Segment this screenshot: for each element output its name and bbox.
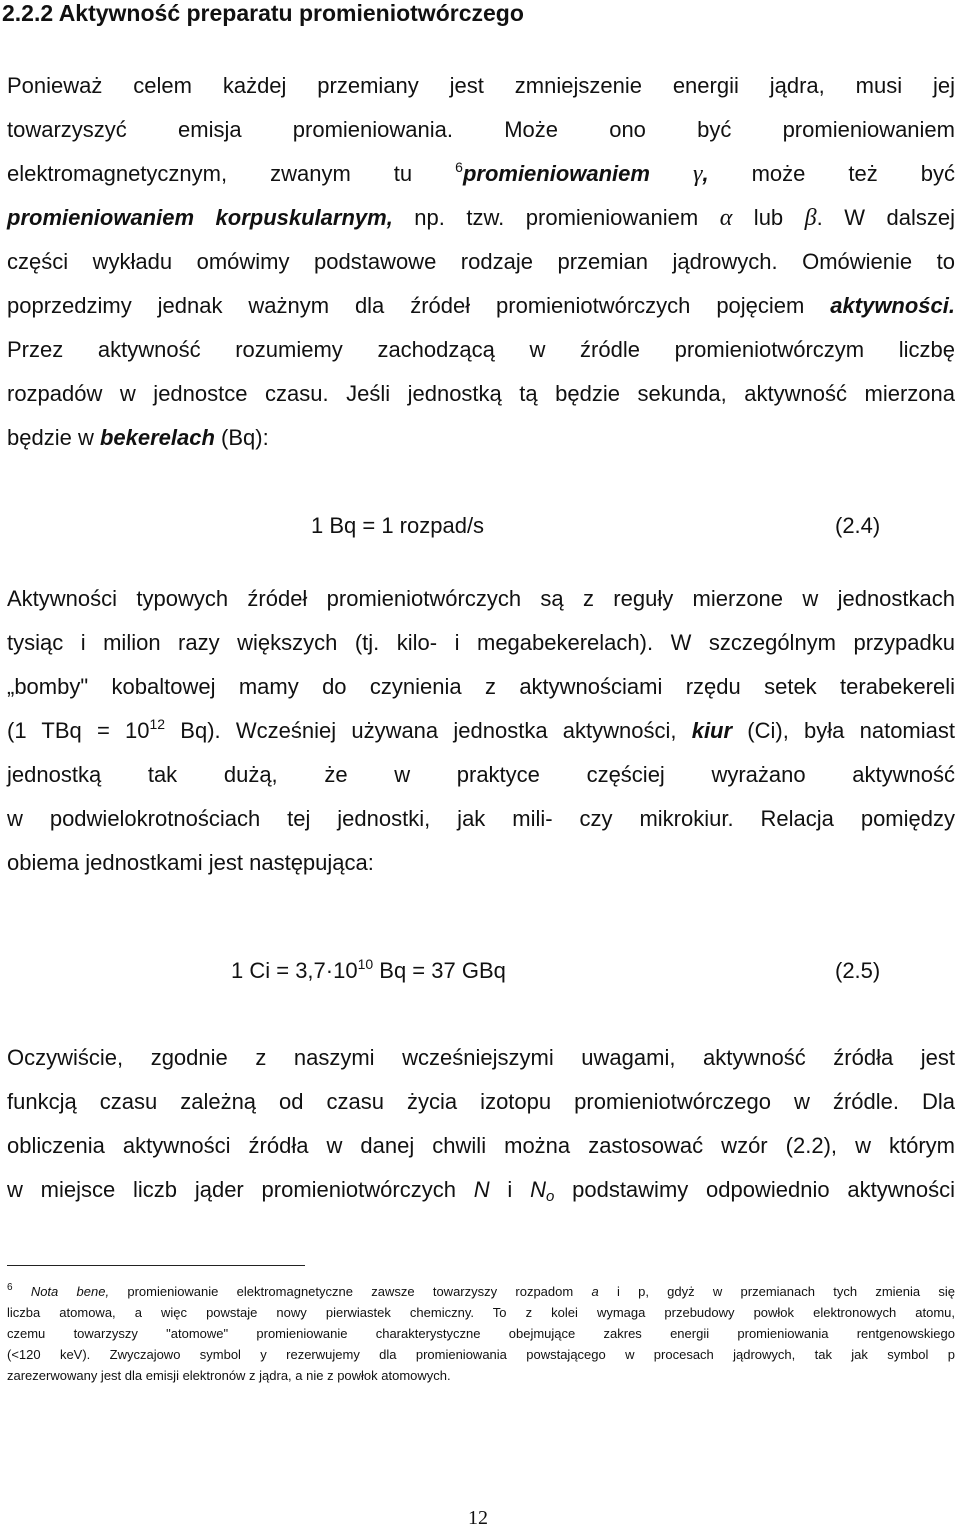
paragraph-activity-units [7,577,955,885]
text-span: „bomby" kobaltowej mamy do czynienia z aktywnościami rzędu setek terabekereli [7,674,955,699]
text-line [7,328,955,372]
text-span: (Ci), była natomiast [732,718,955,743]
text-span: rozpadów w jednostce czasu. Jeśli jednostką tą będzie sekunda, aktywność mierzona [7,381,955,406]
text-line [7,1323,955,1344]
text-span: poprzedzimy jednak ważnym dla źródeł promieniotwórczych pojęciem [7,293,831,318]
text-line [7,577,955,621]
text-span: zarezerwowany jest dla emisji elektronów z jądra, a nie z powłok atomowych. [7,1368,451,1383]
gamma-symbol: γ [693,161,703,187]
text-line [7,64,955,108]
text-span: Bq). Wcześniej używana jednostka aktywności, [165,718,692,743]
text-line [7,372,955,416]
text-span: części wykładu omówimy podstawowe rodzaje przemian jądrowych. Omówienie to [7,249,955,274]
text-span: w podwielokrotnościach tej jednostki, jak mili- czy mikrokiur. Relacja pomiędzy [7,806,955,831]
text-line [7,1365,955,1386]
text-line [7,196,955,240]
text-line [7,1080,955,1124]
text-span: funkcją czasu zależną od czasu życia izotopu promieniotwórczego w źródle. Dla [7,1089,955,1114]
text-span: obiema jednostkami jest następująca: [7,850,374,875]
footnote-reference[interactable]: 6 [455,159,463,175]
emphasis-term: bekerelach [99,425,215,450]
text-span: i p, gdyż w przemianach tych zmienia się [598,1284,955,1299]
text-span: Bq = 37 GBq [373,958,506,983]
text-span: liczba atomowa, a więc powstaje nowy pierwiastek chemiczny. To z kolei wymaga przebudowy powłok elektronowych atomu, [7,1305,955,1320]
exponent: 12 [149,716,166,732]
page-number: 12 [468,1507,488,1529]
emphasis-term: kiur [691,718,733,743]
text-span: Ponieważ celem każdej przemiany jest zmniejszenie energii jądra, musi jej [7,73,955,98]
text-line [7,1302,955,1323]
alpha-symbol: α [719,205,733,231]
emphasis-term: aktywności. [830,293,955,318]
text-line [7,416,955,460]
text-line [7,841,955,885]
equation-curie [231,957,506,985]
text-line [7,1344,955,1365]
text-line [7,1168,955,1212]
text-line [7,1281,955,1302]
text-span: N [530,1177,546,1202]
text-span: obliczenia aktywności źródła w danej chwili można zastosować wzór (2.2), w którym [7,1133,955,1158]
text-span: podstawimy odpowiednio aktywności [554,1177,955,1202]
text-span: Nota bene, [12,1284,110,1299]
text-span: Przez aktywność rozumiemy zachodzącą w źródle promieniotwórczym liczbę [7,337,955,362]
text-span: promieniowanie elektromagnetyczne zawsze towarzyszy rozpadom [109,1284,592,1299]
text-line [7,284,955,328]
text-line [7,108,955,152]
text-span: Oczywiście, zgodnie z naszymi wcześniejszymi uwagami, aktywność źródła jest [7,1045,955,1070]
emphasis-term: promieniowaniem [462,161,650,186]
text-span: czemu towarzyszy "atomowe" promieniowanie charakterystyczne obejmujące zakres energii promieniowania rentgenowskiego [7,1326,955,1341]
equation-becquerel: 1 Bq = 1 rozpad/s [311,513,485,538]
text-span: . W dalszej [816,205,955,230]
text-span: lub [732,205,805,230]
text-line [7,621,955,665]
text-span: np. tzw. promieniowaniem [392,205,720,230]
exponent: 10 [357,956,374,972]
text-span: (1 TBq = 10 [7,718,150,743]
footnote-separator [7,1265,305,1266]
section-heading: 2.2.2 Aktywność preparatu promieniotwórczego [2,0,524,26]
text-line [7,665,955,709]
text-line [7,709,955,753]
footnote-mark: 6 [7,1282,13,1293]
paragraph-activity-intro [7,64,955,460]
text-span: a [591,1284,599,1299]
text-span: w miejsce liczb jąder promieniotwórczych [7,1177,474,1202]
text-span: , [702,161,709,186]
text-span: tysiąc i milion razy większych (tj. kilo- i megabekerelach). W szczególnym przypadku [7,630,955,655]
text-line [7,1036,955,1080]
text-span: może też być [708,161,955,186]
text-span: elektromagnetycznym, zwanym tu [7,161,456,186]
text-span: (<120 keV). Zwyczajowo symbol y rezerwujemy dla promieniowania powstającego w procesach jądrowych, tak jak symbol p [7,1347,955,1362]
footnote [7,1281,955,1386]
emphasis-term: promieniowaniem korpuskularnym, [7,205,393,230]
text-span: Aktywności typowych źródeł promieniotwórczych są z reguły mierzone w jednostkach [7,586,955,611]
text-line [7,240,955,284]
paragraph-activity-time [7,1036,955,1212]
text-span: i [489,1177,531,1202]
equation-number: (2.5) [835,958,881,983]
text-span: jednostką tak dużą, że w praktyce częściej wyrażano aktywność [7,762,955,787]
subscript: o [545,1188,555,1205]
variable-n: N [473,1177,490,1202]
variable-n-zero [530,1177,555,1205]
text-span: (Bq): [214,425,269,450]
text-line [7,152,955,196]
text-line [7,753,955,797]
equation-number: (2.4) [835,513,881,538]
text-span: będzie w [7,425,100,450]
beta-symbol: β [804,205,817,231]
text-span: 1 Ci = 3,7·10 [231,958,358,983]
text-line [7,1124,955,1168]
text-span: towarzyszyć emisja promieniowania. Może ono być promieniowaniem [7,117,955,142]
text-line [7,797,955,841]
